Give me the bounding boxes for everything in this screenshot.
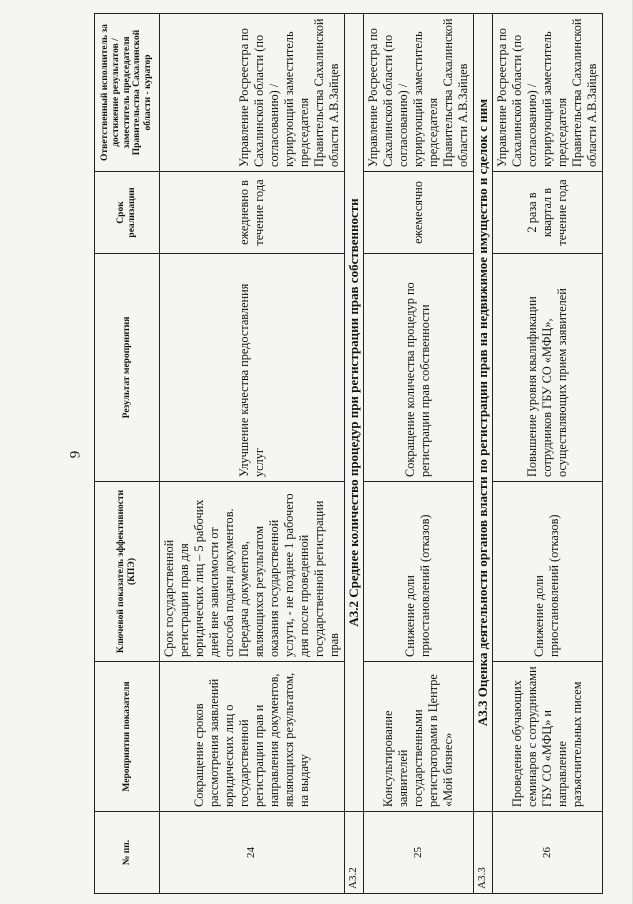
header-kpi: Ключевой показатель эффективности (КПЭ) [95, 482, 160, 662]
rotated-page [90, 0, 633, 904]
table-row [363, 14, 473, 894]
row-number: 24 [160, 812, 345, 894]
term-cell: ежедневно в течение года [160, 172, 345, 254]
result-cell: Повышение уровня квалификации сотрудников ГБУ СО «МФЦ», осуществляющих прием заявителей [492, 254, 602, 482]
header-num: № пп. [95, 812, 160, 894]
result-cell: Сокращение количества процедур по регистрации прав собственности [363, 254, 473, 482]
measure-cell: Сокращение сроков рассмотрения заявлений юридических лиц о государственной регистрации прав и направления документов, являющихся результатом, на выдачу [160, 662, 345, 812]
term-cell: 2 раза в квартал в течение года [492, 172, 602, 254]
kpi-cell: Срок государственной регистрации прав для юридических лиц – 5 рабочих дней вне зависимости от способа подачи документов. Передача документов, являющихся результатом оказания государственной услуги, - не позднее 1 рабочего дня после проведенной государственной регистрации прав [160, 482, 345, 662]
responsible-cell: Управление Росреестра по Сахалинской области (по согласованию) /курирующий заместитель председателя Правительства Сахалинской области А.В.Зайцев [160, 14, 345, 172]
table-row [160, 14, 345, 894]
measures-table [94, 13, 603, 894]
term-cell: ежемесячно [363, 172, 473, 254]
section-row [473, 14, 492, 894]
header-responsible: Ответственный исполнитель за достижение результатов / заместитель председателя Правительства Сахалинской области - куратор [95, 14, 160, 172]
section-title: А3.2 Среднее количество процедур при регистрации прав собственности [345, 14, 364, 812]
table-row [492, 14, 602, 894]
section-code: А3.2 [345, 812, 364, 894]
section-row [345, 14, 364, 894]
row-number: 25 [363, 812, 473, 894]
kpi-cell: Снижение доли приостановлений (отказов) [363, 482, 473, 662]
row-number: 26 [492, 812, 602, 894]
measure-cell: Консультирование заявителей государственными регистраторами в Центре «Мой бизнес» [363, 662, 473, 812]
page-number: 9 [67, 450, 84, 459]
header-row [95, 14, 160, 894]
responsible-cell: Управление Росреестра по Сахалинской области (по согласованию) /курирующий заместитель председателя Правительства Сахалинской области А.В.Зайцев [363, 14, 473, 172]
result-cell: Улучшение качества предоставления услуг [160, 254, 345, 482]
responsible-cell: Управление Росреестра по Сахалинской области (по согласованию) /курирующий заместитель председателя Правительства Сахалинской области А.В.Зайцев [492, 14, 602, 172]
header-measure: Мероприятия показателя [95, 662, 160, 812]
section-code: А3.3 [473, 812, 492, 894]
section-title: А3.3 Оценка деятельности органов власти по регистрации прав на недвижимое имущество и сделок с ним [473, 14, 492, 812]
measure-cell: Проведение обучающих семинаров с сотрудниками ГБУ СО «МФЦ» и направление разъяснительных писем [492, 662, 602, 812]
header-result: Результат мероприятия [95, 254, 160, 482]
kpi-cell: Снижение доли приостановлений (отказов) [492, 482, 602, 662]
header-term: Срок реализации [95, 172, 160, 254]
